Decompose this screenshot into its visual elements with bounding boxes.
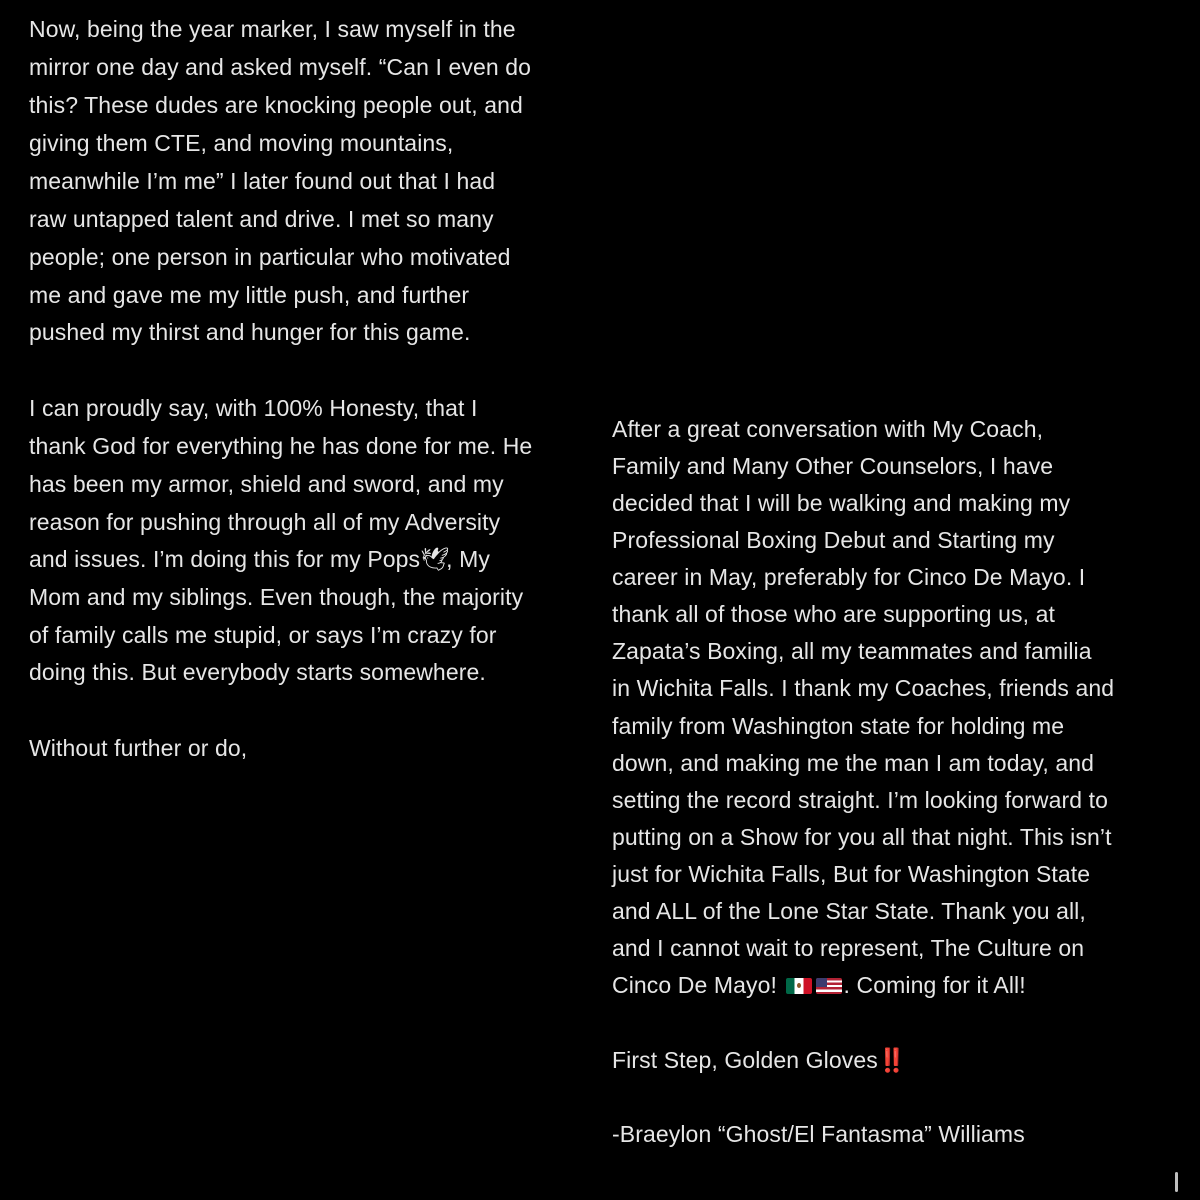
text-line: raw untapped talent and drive. I met so many xyxy=(29,206,494,232)
text-line: thank all of those who are supporting us, at xyxy=(612,601,1055,627)
text-line: me and gave me my little push, and further xyxy=(29,282,470,308)
scroll-indicator[interactable] xyxy=(1175,1172,1178,1192)
text-line: putting on a Show for you all that night. This isn’t xyxy=(612,824,1112,850)
text-line: down, and making me the man I am today, and xyxy=(612,750,1095,776)
text-line: family from Washington state for holding me xyxy=(612,713,1065,739)
text-line: mirror one day and asked myself. “Can I even do xyxy=(29,54,531,80)
signature: -Braeylon “Ghost/El Fantasma” Williams xyxy=(612,1121,1025,1147)
text-line: meanwhile I’m me” I later found out that I had xyxy=(29,168,496,194)
text-line: and ALL of the Lone Star State. Thank you all, xyxy=(612,898,1086,924)
usa-flag-icon xyxy=(816,978,842,994)
text-line: Zapata’s Boxing, all my teammates and familia xyxy=(612,638,1092,664)
text-line: giving them CTE, and moving mountains, xyxy=(29,130,454,156)
text-line: Professional Boxing Debut and Starting my xyxy=(612,527,1055,553)
first-step-line xyxy=(612,1045,904,1076)
pops-line-text-end: , My xyxy=(446,546,490,572)
pops-line-text: and issues. I’m doing this for my Pops xyxy=(29,546,421,572)
text-line: setting the record straight. I’m looking forward to xyxy=(612,787,1108,813)
cinco-line-text-end: . Coming for it All! xyxy=(843,972,1026,998)
text-line: has been my armor, shield and sword, and my xyxy=(29,471,504,497)
cinco-line-text: Cinco De Mayo! xyxy=(612,972,778,998)
text-line: just for Wichita Falls, But for Washington State xyxy=(612,861,1091,887)
text-line: reason for pushing through all of my Adversity xyxy=(29,509,501,535)
mexico-flag-icon xyxy=(786,978,812,994)
text-line: people; one person in particular who motivated xyxy=(29,244,511,270)
text-line: this? These dudes are knocking people out, and xyxy=(29,92,523,118)
text-line: I can proudly say, with 100% Honesty, that I xyxy=(29,395,478,421)
cinco-de-mayo-line xyxy=(612,970,1026,1000)
text-line: pushed my thirst and hunger for this game. xyxy=(29,319,471,345)
dove-icon: 🕊 xyxy=(420,547,450,573)
text-line: in Wichita Falls. I thank my Coaches, friends and xyxy=(612,675,1115,701)
double-exclamation-icon: ‼️ xyxy=(877,1048,905,1074)
text-line: Without further or do, xyxy=(29,735,248,761)
text-line: decided that I will be walking and making my xyxy=(612,490,1071,516)
text-line: and I cannot wait to represent, The Culture on xyxy=(612,935,1085,961)
first-step-text: First Step, Golden Gloves xyxy=(612,1047,878,1073)
text-line: Family and Many Other Counselors, I have xyxy=(612,453,1054,479)
text-line: Mom and my siblings. Even though, the majority xyxy=(29,584,524,610)
text-line: Now, being the year marker, I saw myself in the xyxy=(29,16,516,42)
text-line: of family calls me stupid, or says I’m crazy for xyxy=(29,622,497,648)
text-line: career in May, preferably for Cinco De Mayo. I xyxy=(612,564,1086,590)
right-text-panel xyxy=(600,0,1200,1200)
text-line: thank God for everything he has done for me. He xyxy=(29,433,533,459)
text-line: doing this. But everybody starts somewhere. xyxy=(29,659,486,685)
text-line: After a great conversation with My Coach, xyxy=(612,416,1044,442)
pops-line xyxy=(29,544,490,575)
